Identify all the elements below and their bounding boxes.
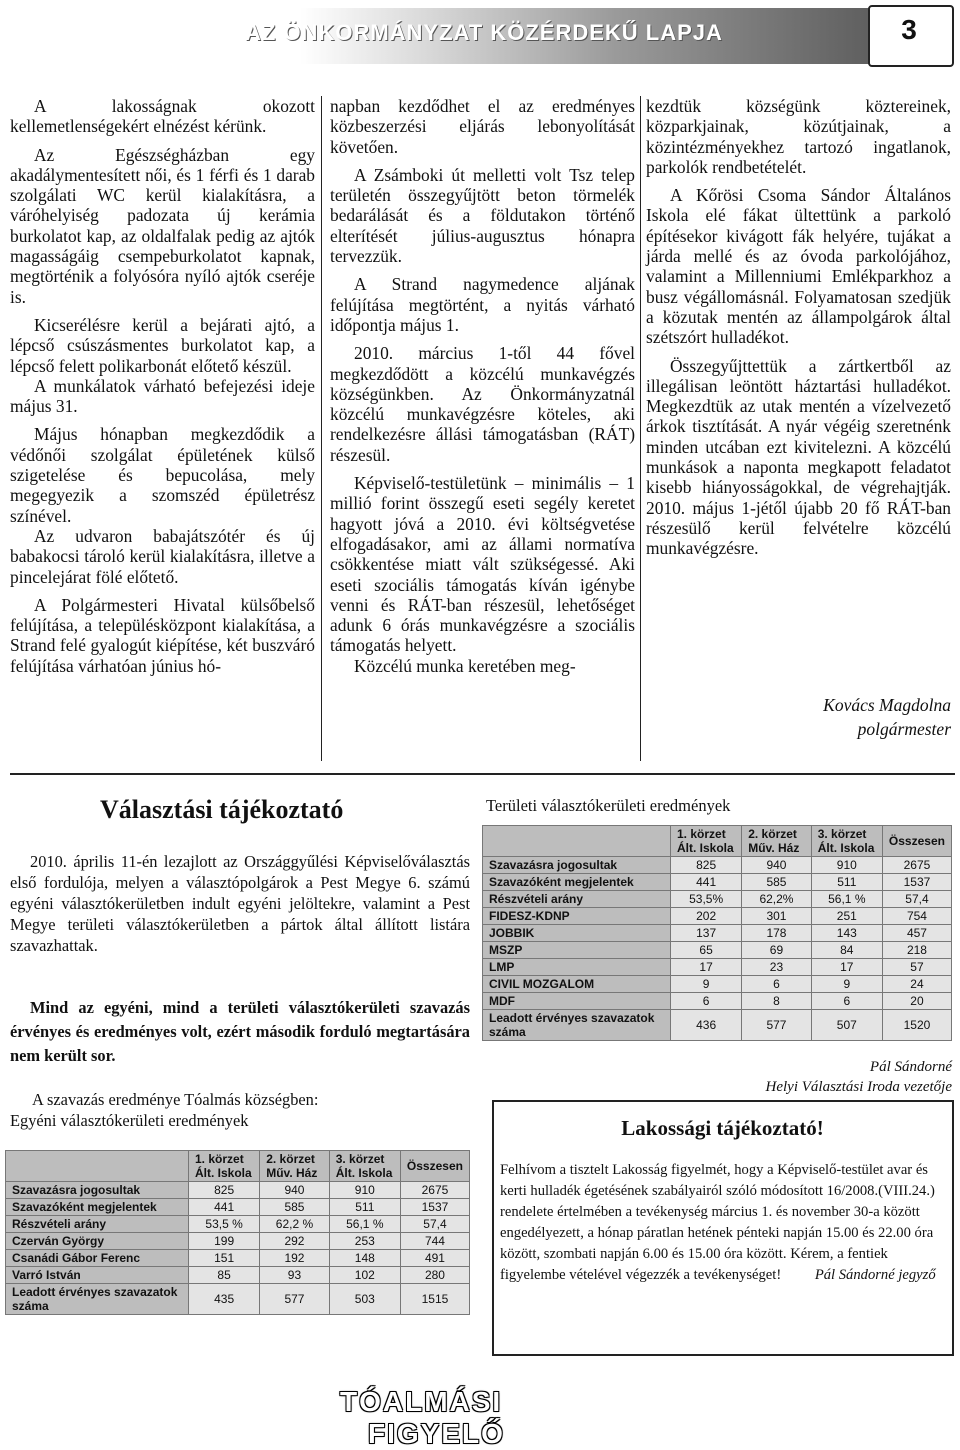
table-cell: 9: [811, 976, 882, 993]
table-cell: 192: [260, 1250, 329, 1267]
column-divider-1: [321, 96, 322, 761]
table-cell: 93: [260, 1267, 329, 1284]
mayor-title: polgármester: [857, 719, 951, 739]
table-cell: 53,5 %: [189, 1216, 260, 1233]
table-cell: 57,4: [882, 891, 951, 908]
table-cell: 2675: [400, 1182, 469, 1199]
row-label: Leadott érvényes szavazatok száma: [483, 1010, 671, 1041]
table-cell: 1537: [400, 1199, 469, 1216]
table-cell: 1537: [882, 874, 951, 891]
table-cell: 301: [742, 908, 811, 925]
table-cell: 825: [189, 1182, 260, 1199]
col3-paragraph: Összegyűjttettük a zártkertből az illegálisan leöntött háztartási hulladékot. Megkezdtük az utak mentén a vízelvezető árkok tisztítását. A nyár végéig szeretnénk minden utcában ezt kivitelezni. A közcélú munkások a naponta megkapott feladatot kisebb hiányosságokkal, de végrehajtják. 2010. május 1-jétől újabb 20 fő RÁT-ban részesülő kerül felvételre közcélú munkavégzésre.: [646, 355, 951, 559]
table-row: [483, 1010, 952, 1041]
table-cell: 441: [671, 874, 742, 891]
table-cell: 23: [742, 959, 811, 976]
table-cell: 178: [742, 925, 811, 942]
table-row: [6, 1267, 470, 1284]
table-header-cell: 3. körzet Ált. Iskola: [811, 826, 882, 857]
table-cell: 202: [671, 908, 742, 925]
table-row: [483, 891, 952, 908]
table-cell: 744: [400, 1233, 469, 1250]
table-row: [483, 908, 952, 925]
row-label: Szavazóként megjelentek: [483, 874, 671, 891]
row-label: Czerván György: [6, 1233, 189, 1250]
row-label: MSZP: [483, 942, 671, 959]
row-label: CIVIL MOZGALOM: [483, 976, 671, 993]
table-row: [6, 1250, 470, 1267]
row-label: Szavazóként megjelentek: [6, 1199, 189, 1216]
regional-caption: Területi választókerületi eredmények: [486, 796, 731, 815]
table-row: [483, 857, 952, 874]
page-header: [0, 0, 960, 72]
election-bold-note: Mind az egyéni, mind a területi választókerületi szavazás érvényes és eredményes volt, ezért második forduló megtartására nem került sor.: [10, 998, 470, 1065]
table-cell: 6: [811, 993, 882, 1010]
election-intro: 2010. április 11-én lezajlott az Országgyűlési Képviselőválasztás első fordulója, melyen a választópolgárok a Pest Megye 6. számú egyéni választókerületben indult egyéni jelöltekre, valamint a Pest Megye területi választókerületben a pártok által állított listára szavazhattak.: [10, 852, 470, 955]
table-cell: 511: [329, 1199, 400, 1216]
col3-paragraph: A Kőrösi Csoma Sándor Általános Iskola elé fákat ültettünk a parkoló építésekor kivágott fák helyére, tujákat a járda mellé és az óvoda parkolójához, valamint a Millenniumi Emlékparkhoz a busz végállomásnál. Folyamatosan szedjük a közutak mentén az állampolgárok által szétszórt hulladékot.: [646, 185, 951, 348]
table-header-cell: 2. körzet Műv. Ház: [742, 826, 811, 857]
table-row: [6, 1182, 470, 1199]
table-cell: 17: [671, 959, 742, 976]
mayor-name: Kovács Magdolna: [823, 695, 951, 715]
table-cell: 754: [882, 908, 951, 925]
table-row: [483, 874, 952, 891]
col2-paragraph: Képviselő-testületünk – minimális – 1 millió forint összegű eseti segély keretet hagyott jóvá a 2010. évi költségvetése elfogadásakor, ami az állami normatíva csökkentése miatt vált szükségessé. Aki eseti szociális támogatás kíván igénybe venni és RÁT-ban részesül, lehetőséget adunk 6 órás munkavégzésre a szociális támogatás helyett.: [330, 473, 635, 656]
row-label: Csanádi Gábor Ferenc: [6, 1250, 189, 1267]
table-cell: 441: [189, 1199, 260, 1216]
row-label: FIDESZ-KDNP: [483, 908, 671, 925]
table-header-cell: Összesen: [882, 826, 951, 857]
table-cell: 577: [260, 1284, 329, 1315]
table-cell: 511: [811, 874, 882, 891]
table-cell: 69: [742, 942, 811, 959]
result-caption: [10, 1089, 470, 1131]
table-header-cell: 1. körzet Ált. Iskola: [189, 1151, 260, 1182]
table-cell: 53,5%: [671, 891, 742, 908]
col1-paragraph: A lakosságnak okozott kellemetlenségekért elnézést kérünk.: [10, 96, 315, 137]
table-cell: 577: [742, 1010, 811, 1041]
result-caption-2: Egyéni választókerületi eredmények: [10, 1111, 249, 1130]
regional-results-table-wrap: [482, 825, 952, 1041]
table-cell: 436: [671, 1010, 742, 1041]
row-label: Szavazásra jogosultak: [6, 1182, 189, 1199]
col1-paragraph: Az udvaron babajátszótér és új babakocsi tároló kerül kialakításra, illetve a pincelejárat fölé előtető.: [10, 525, 315, 587]
article-column-2: [330, 96, 635, 684]
table-row: [483, 925, 952, 942]
table-cell: 2675: [882, 857, 951, 874]
table-cell: 457: [882, 925, 951, 942]
mayor-signature: [646, 693, 951, 741]
table-row: [483, 959, 952, 976]
table-cell: 218: [882, 942, 951, 959]
col1-paragraph: A munkálatok várható befejezési ideje május 31.: [10, 375, 315, 417]
table-cell: 280: [400, 1267, 469, 1284]
table-cell: 825: [671, 857, 742, 874]
table-cell: 84: [811, 942, 882, 959]
table-cell: 9: [671, 976, 742, 993]
notice-text: Felhívom a tisztelt Lakosság figyelmét, hogy a Képviselő-testület avar és kerti hulladék égetésének szabályairól szóló módosított 16/2008.(VIII.24.) rendelete értelmében a tevékenység március 1. és november 30-a között engedélyezett, a hónap páratlan hetének pénteki napján 15.00 és 22.00 óra között, szombati napján 6.00 és 15.00 óra között. Kérem, a fentiek figyelembe vételével végezzék a tevékenységet!: [500, 1162, 935, 1283]
row-label: MDF: [483, 993, 671, 1010]
col2-paragraph: A Strand nagymedence aljának felújítása megtörtént, a nyitás várható időpontja május 1.: [330, 274, 635, 335]
table-cell: 20: [882, 993, 951, 1010]
table-cell: 151: [189, 1250, 260, 1267]
table-header-cell: 2. körzet Műv. Ház: [260, 1151, 329, 1182]
row-label: Részvételi arány: [483, 891, 671, 908]
page-number: 3: [901, 14, 917, 45]
col1-paragraph: Az Egészségházban egy akadálymentesített női, és 1 férfi és 1 darab szolgálati WC kerül kialakításra, a váróhelyiség padozata új kerámia burkolatot kap, az oldalfalak pedig az ajtók magasságáig csempeburkolatot kapnak, megtörténik a folyósóra nyíló ajtók cseréje is.: [10, 144, 315, 307]
table-cell: 503: [329, 1284, 400, 1315]
column-divider-2: [640, 96, 641, 761]
result-caption-1: A szavazás eredménye Tóalmás községben:: [32, 1090, 319, 1109]
election-office-title: Helyi Választási Iroda vezetője: [765, 1079, 952, 1095]
table-header-empty: [6, 1151, 189, 1182]
notice-title: Lakossági tájékoztató!: [621, 1116, 824, 1140]
row-label: Varró István: [6, 1267, 189, 1284]
table-cell: 24: [882, 976, 951, 993]
individual-results-table-wrap: [5, 1150, 470, 1315]
table-cell: 57: [882, 959, 951, 976]
table-row: [483, 942, 952, 959]
row-label: Szavazásra jogosultak: [483, 857, 671, 874]
table-header-row: [6, 1151, 470, 1182]
table-cell: 148: [329, 1250, 400, 1267]
table-row: [6, 1199, 470, 1216]
table-cell: 940: [742, 857, 811, 874]
election-office-name: Pál Sándorné: [869, 1059, 952, 1075]
table-cell: 65: [671, 942, 742, 959]
row-label: LMP: [483, 959, 671, 976]
table-header-row: [483, 826, 952, 857]
table-cell: 507: [811, 1010, 882, 1041]
col3-paragraph: kezdtük községünk köztereinek, közparkjainak, közútjainak, a közintézményekhez tartozó ingatlanok, parkolók rendbetételét.: [646, 96, 951, 177]
table-cell: 251: [811, 908, 882, 925]
table-cell: 6: [742, 976, 811, 993]
table-cell: 102: [329, 1267, 400, 1284]
individual-results-table: [5, 1150, 470, 1315]
header-title: AZ ÖNKORMÁNYZAT KÖZÉRDEKŰ LAPJA: [245, 20, 723, 45]
table-header-empty: [483, 826, 671, 857]
table-cell: 137: [671, 925, 742, 942]
election-office-signature: [600, 1057, 952, 1097]
footer-left: TÓALMÁSI: [340, 1386, 503, 1417]
table-cell: 56,1 %: [329, 1216, 400, 1233]
table-cell: 940: [260, 1182, 329, 1199]
table-cell: 62,2 %: [260, 1216, 329, 1233]
row-label: JOBBIK: [483, 925, 671, 942]
table-row: [483, 993, 952, 1010]
table-cell: 57,4: [400, 1216, 469, 1233]
table-cell: 910: [329, 1182, 400, 1199]
article-column-1: [10, 96, 315, 684]
table-header-cell: Összesen: [400, 1151, 469, 1182]
table-row: [483, 976, 952, 993]
col1-paragraph: Május hónapban megkezdődik a védőnői szolgálat épületének külső szigetelése és bepucolása, mely megegyezik a szomszéd épületrész színével.: [10, 424, 315, 526]
table-cell: 143: [811, 925, 882, 942]
table-cell: 85: [189, 1267, 260, 1284]
table-cell: 17: [811, 959, 882, 976]
table-cell: 8: [742, 993, 811, 1010]
table-cell: 585: [742, 874, 811, 891]
col2-paragraph: 2010. március 1-től 44 fővel megkezdődött a közcélú munkavégzés községünkben. Az Önkormányzatnál közcélú munkavégzésre köteles, aki rendelkezésre állási támogatásban (RÁT) részesül.: [330, 343, 635, 465]
table-cell: 585: [260, 1199, 329, 1216]
col2-paragraph: napban kezdődhet el az eredményes közbeszerzési eljárás lebonyolítását követően.: [330, 96, 635, 157]
regional-results-table: [482, 825, 952, 1041]
table-cell: 1515: [400, 1284, 469, 1315]
row-label: Leadott érvényes szavazatok száma: [6, 1284, 189, 1315]
table-row: [6, 1233, 470, 1250]
col2-paragraph: A Zsámboki út melletti volt Tsz telep területén összegyűjtött beton törmelék bedarálását és a földutakon történő elterítését július-augusztus hónapra tervezzük.: [330, 164, 635, 267]
table-cell: 6: [671, 993, 742, 1010]
table-cell: 199: [189, 1233, 260, 1250]
footer-right: FIGYELŐ: [368, 1418, 505, 1449]
notice-text-wrap: [500, 1160, 944, 1286]
col1-paragraph: A Polgármesteri Hivatal külsőbelső felújítása, a településközpont kialakítása, a Strand felé gyalogút kiépítése, két buszváró felújítása várhatóan június hó-: [10, 594, 315, 676]
table-cell: 292: [260, 1233, 329, 1250]
table-row: [6, 1284, 470, 1315]
row-label: Részvételi arány: [6, 1216, 189, 1233]
table-cell: 62,2%: [742, 891, 811, 908]
table-cell: 435: [189, 1284, 260, 1315]
section-separator: [10, 773, 955, 775]
col2-paragraph: Közcélú munka keretében meg-: [354, 655, 576, 676]
table-cell: 253: [329, 1233, 400, 1250]
table-cell: 1520: [882, 1010, 951, 1041]
table-cell: 56,1 %: [811, 891, 882, 908]
table-cell: 491: [400, 1250, 469, 1267]
table-cell: 910: [811, 857, 882, 874]
notice-signature: Pál Sándorné jegyző: [814, 1267, 936, 1283]
election-title: Választási tájékoztató: [100, 795, 344, 824]
col1-paragraph: Kicserélésre kerül a bejárati ajtó, a lépcső csúszásmentes burkolatot kap, a lépcső felett polikarbonát előtető készül.: [10, 314, 315, 376]
footer-masthead: [340, 1386, 660, 1449]
table-header-cell: 3. körzet Ált. Iskola: [329, 1151, 400, 1182]
article-column-3: [646, 96, 951, 567]
table-row: [6, 1216, 470, 1233]
table-header-cell: 1. körzet Ált. Iskola: [671, 826, 742, 857]
